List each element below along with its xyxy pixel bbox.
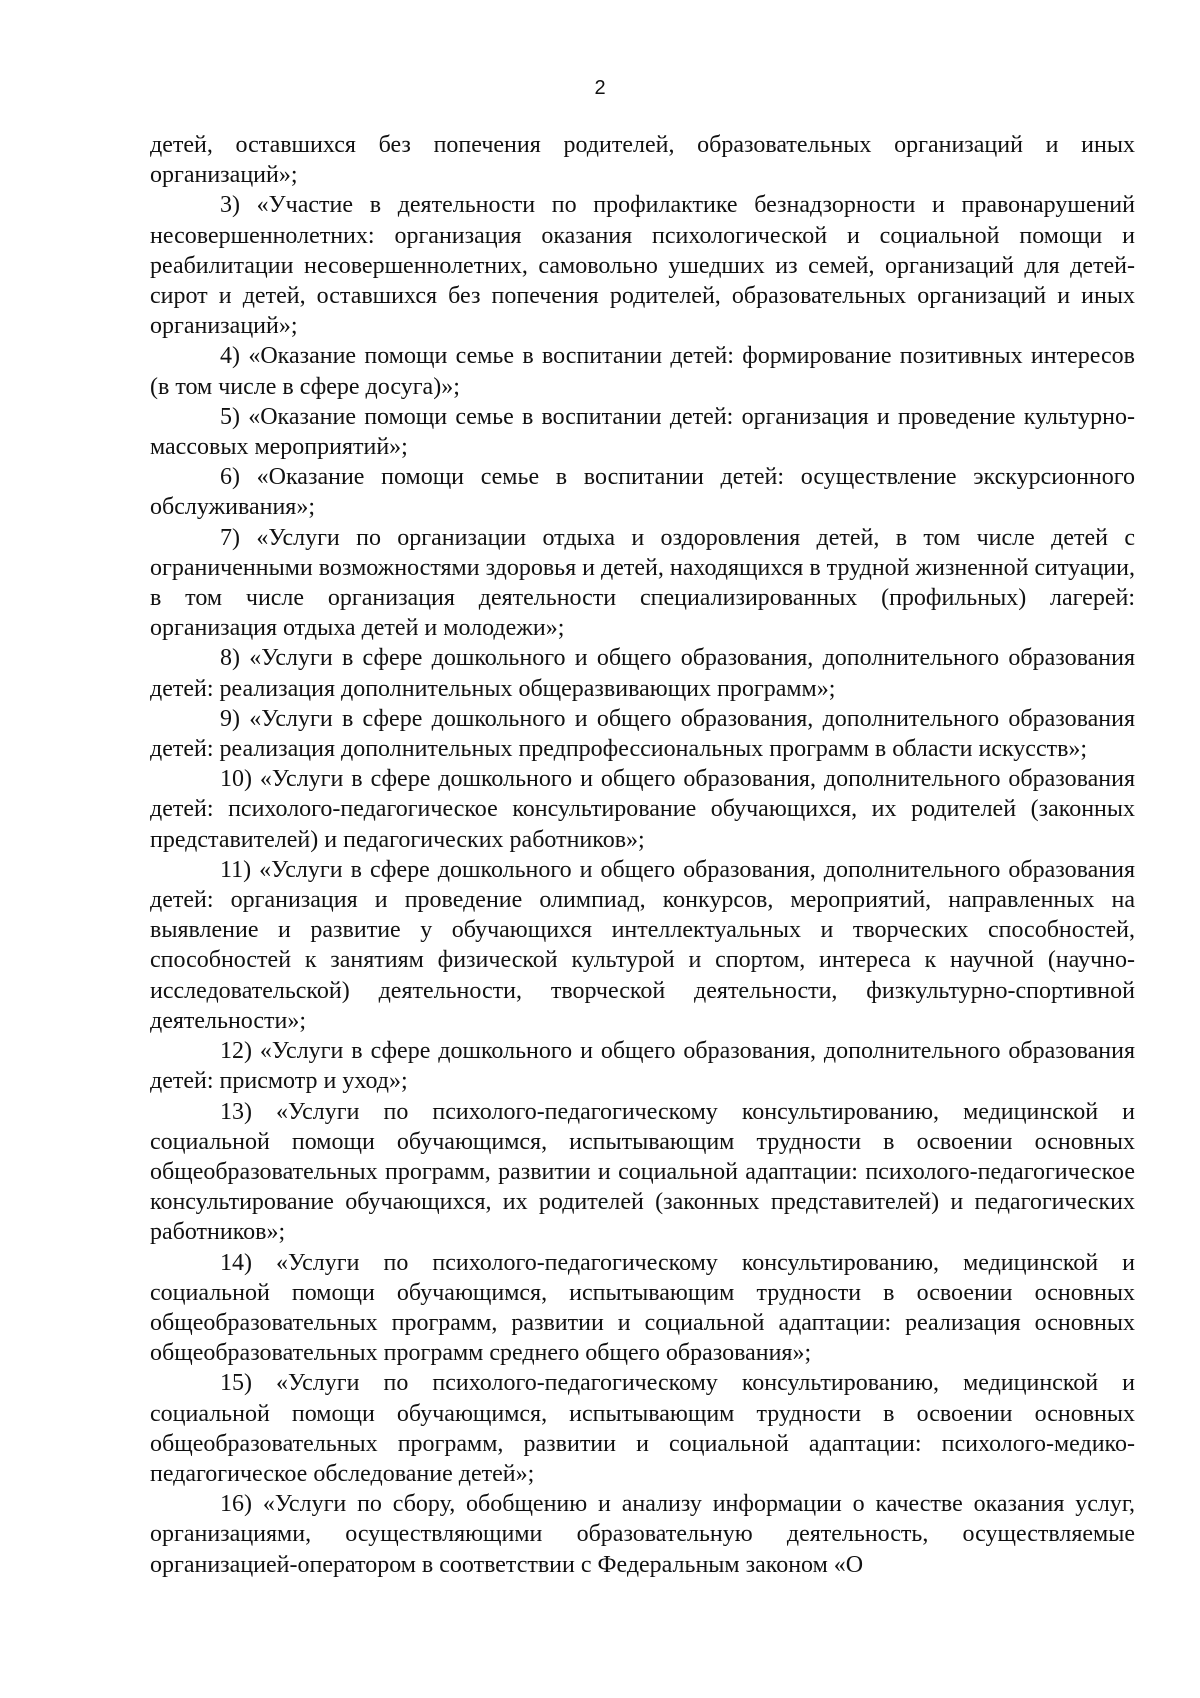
list-item-12: 12) «Услуги в сфере дошкольного и общего образования, дополнительного образования детей: присмотр и уход»;: [150, 1038, 1135, 1095]
list-item-15: 15) «Услуги по психолого-педагогическому консультированию, медицинской и социальной помощи обучающимся, испытывающим трудности в освоении основных общеобразовательных программ, развитии и социальной адаптации: психолого-медико-педагогическое обследование детей»;: [150, 1370, 1135, 1487]
list-item-5: 5) «Оказание помощи семье в воспитании детей: организация и проведение культурно-массовых мероприятий»;: [150, 403, 1135, 461]
list-item-8: 8) «Услуги в сфере дошкольного и общего образования, дополнительного образования детей: реализация дополнительных общеразвивающих программ»;: [150, 645, 1135, 702]
list-item-14: 14) «Услуги по психолого-педагогическому консультированию, медицинской и социальной помощи обучающимся, испытывающим трудности в освоении основных общеобразовательных программ, развитии и социальной адаптации: реализация основных общеобразовательных программ среднего общего образования»;: [150, 1249, 1135, 1367]
list-item-9: 9) «Услуги в сфере дошкольного и общего образования, дополнительного образования детей: реализация дополнительных предпрофессиональных программ в области искусств»;: [150, 705, 1135, 763]
list-item-16: 16) «Услуги по сбору, обобщению и анализу информации о качестве оказания услуг, организациями, осуществляющими образовательную деятельность, осуществляемые организацией-оператором в соответствии с Федеральным законом «О: [150, 1491, 1135, 1578]
list-item-3: 3) «Участие в деятельности по профилактике безнадзорности и правонарушений несовершеннолетних: организация оказания психологической и социальной помощи и реабилитации несовершеннолетних, самовольно ушедших из семей, организаций для детей-сирот и детей, оставшихся без попечения родителей, образовательных организаций и иных организаций»;: [150, 192, 1135, 340]
page-number: 2: [594, 77, 606, 99]
list-item-4: 4) «Оказание помощи семье в воспитании детей: формирование позитивных интересов (в том числе в сфере досуга)»;: [150, 343, 1135, 400]
list-item-6: 6) «Оказание помощи семье в воспитании детей: осуществление экскурсионного обслуживания»;: [150, 464, 1135, 521]
document-body: [150, 130, 1135, 1580]
list-item-10: 10) «Услуги в сфере дошкольного и общего образования, дополнительного образования детей: психолого-педагогическое консультирование обучающихся, их родителей (законных представителей) и педагогических работников»;: [150, 766, 1135, 853]
list-item-7: 7) «Услуги по организации отдыха и оздоровления детей, в том числе детей с ограниченными возможностями здоровья и детей, находящихся в трудной жизненной ситуации, в том числе организация деятельности специализированных (профильных) лагерей: организация отдыха детей и молодежи»;: [150, 524, 1135, 642]
list-item-11: 11) «Услуги в сфере дошкольного и общего образования, дополнительного образования детей: организация и проведение олимпиад, конкурсов, мероприятий, направленных на выявление и развитие у обучающихся интеллектуальных и творческих способностей, способностей к занятиям физической культурой и спортом, интереса к научной (научно-исследовательской) деятельности, творческой деятельности, физкультурно-спортивной деятельности»;: [150, 856, 1135, 1034]
list-item-13: 13) «Услуги по психолого-педагогическому консультированию, медицинской и социальной помощи обучающимся, испытывающим трудности в освоении основных общеобразовательных программ, развитии и социальной адаптации: психолого-педагогическое консультирование обучающихся, их родителей (законных представителей) и педагогических работников»;: [150, 1098, 1135, 1246]
paragraph-continuation: детей, оставшихся без попечения родителей, образовательных организаций и иных организаций»;: [150, 132, 1135, 189]
